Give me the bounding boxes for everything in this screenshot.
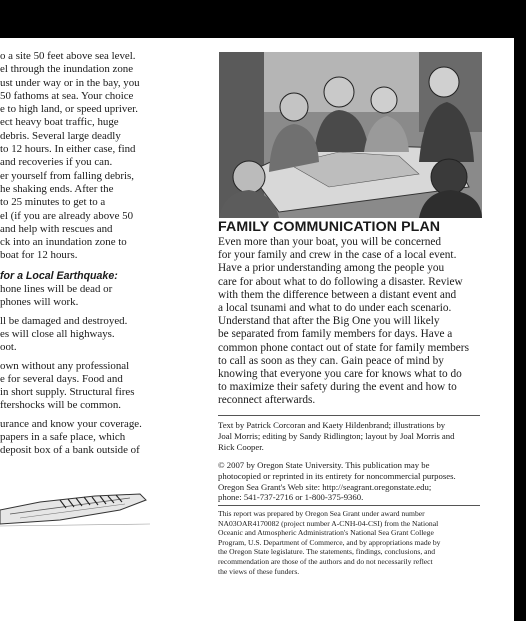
funding-statement [218,509,488,576]
divider [218,505,480,506]
text-line: and help with rescues and [0,222,113,235]
family-around-table-illustration [219,52,482,218]
text-line: reconnect afterwards. [218,394,316,407]
text-line: the views of these funders. [218,566,300,576]
text-line: knowing that everyone you care for knows what to do [218,368,462,381]
right-black-bar [514,0,526,621]
text-line: es will close all highways. [0,327,115,340]
text-line: for your family and crew in the case of a local event. [218,249,457,262]
top-black-bar [0,0,526,38]
text-line: be separated from family members for days. Have a [218,328,453,341]
text-line: Oregon Sea Grant's Web site: http://seagrant.oregonstate.edu; [218,481,432,492]
left-paragraph-2 [0,283,200,310]
text-line: ck into an inundation zone to [0,236,127,249]
text-line: ust under way or in the bay, you [0,76,140,89]
family-plan-body [218,236,488,408]
text-line: Oceanic and Atmospheric Administration's National Sea Grant College [218,528,434,538]
text-line: photocopied or reprinted in its entirety for noncommercial purposes. [218,470,456,481]
text-line: to 25 minutes to get to a [0,196,106,209]
text-line: Text by Patrick Corcoran and Kaety Hildenbrand; illustrations by [218,420,446,430]
text-line: to call as soon as they can. Gain peace of mind by [218,354,444,367]
left-paragraph-4 [0,360,200,413]
text-line: ll be damaged and destroyed. [0,314,128,327]
text-line: phones will work. [0,296,79,309]
text-line: e to high land, or speed upriver. [0,103,138,116]
left-paragraph-3 [0,315,200,355]
text-line: e for several days. Food and [0,372,123,385]
text-line: o a site 50 feet above sea level. [0,50,136,62]
divider [218,415,480,416]
section-heading: FAMILY COMMUNICATION PLAN [218,219,441,235]
text-line: in short supply. Structural fires [0,386,135,399]
text-line: er yourself from falling debris, [0,169,134,182]
text-line: papers in a safe place, which [0,431,126,444]
text-line: own without any professional [0,359,130,372]
text-line: ect heavy boat traffic, huge [0,116,119,129]
text-line: to maximize their safety during the event and how to [218,381,457,394]
text-line: Have a prior understanding among the people you [218,262,445,275]
text-line: the Oregon State legislature. The statements, findings, conclusions, and [218,547,436,557]
text-line: he shaking ends. After the [0,182,114,195]
text-line: and recoveries if you can. [0,156,113,169]
text-line: This report was prepared by Oregon Sea Grant under award number [218,509,425,518]
text-line: Understand that after the Big One you will likely [218,315,440,328]
left-paragraph-1 [0,50,200,263]
text-line: phone: 541-737-2716 or 1-800-375-9360. [218,492,364,503]
text-line: 50 fathoms at sea. Your choice [0,89,134,102]
text-line: with them the difference between a distant event and [218,288,457,301]
text-line: urance and know your coverage. [0,417,142,430]
text-line: ftershocks will be common. [0,399,121,412]
text-line: a local tsunami and what to do under each scenario. [218,302,452,315]
text-line: Program, U.S. Department of Commerce, and by appropriations made by [218,537,441,547]
copyright-block [218,460,488,503]
boat-sketch-illustration [0,480,150,528]
text-line: el (if you are already above 50 [0,209,134,222]
text-line: debris. Several large deadly [0,129,121,142]
left-subheading: for a Local Earthquake: [0,269,118,282]
text-line: © 2007 by Oregon State University. This publication may be [218,460,430,470]
left-paragraph-5 [0,418,200,458]
text-line: recommendation are those of the authors and do not necessarily reflect [218,556,433,566]
credits-block [218,420,488,452]
text-line: Even more than your boat, you will be concerned [218,236,442,248]
text-line: Joal Morris; editing by Sandy Ridlington; layout by Joal Morris and [218,430,455,441]
text-line: deposit box of a bank outside of [0,444,140,457]
text-line: common phone contact out of state for family members [218,341,469,354]
text-line: el through the inundation zone [0,63,134,76]
text-line: NA03OAR4170082 (project number A-CNH-04-CSI) from the National [218,518,439,528]
text-line: to 12 hours. In either case, find [0,143,136,156]
text-line: care for about what to do following a disaster. Review [218,275,463,288]
text-line: boat for 12 hours. [0,249,78,262]
text-line: hone lines will be dead or [0,283,113,296]
left-column-text [0,50,200,458]
text-line: oot. [0,341,17,354]
text-line: Rick Cooper. [218,441,264,452]
